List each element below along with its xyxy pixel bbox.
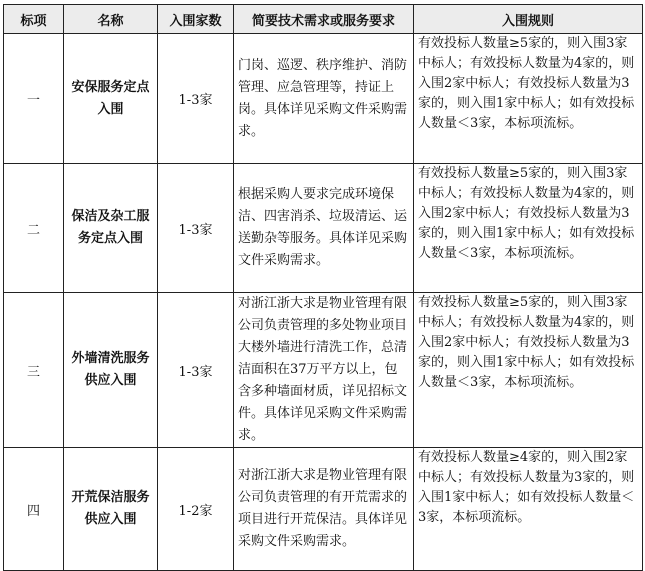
- item-count: 1-3家: [158, 293, 234, 448]
- bid-items-table: [3, 4, 643, 571]
- item-rules: 有效投标人数量≥5家的，则入围3家中标人；有效投标人数量为4家的，则入围2家中标人；有效投标人数量为3家的，则入围1家中标人；如有效投标人数量＜3家，本标项流标。: [414, 164, 643, 293]
- table-row: [4, 293, 643, 448]
- item-name: 外墙清洗服务供应入围: [64, 293, 158, 448]
- item-requirements: 对浙江浙大求是物业管理有限公司负责管理的有开荒需求的项目进行开荒保洁。具体详见采购文件采购需求。: [234, 448, 414, 571]
- header-name: 名称: [64, 5, 158, 34]
- item-rules: 有效投标人数量≥4家的，则入围2家中标人；有效投标人数量为3家的，则入围1家中标人；如有效投标人数量＜3家，本标项流标。: [414, 448, 643, 571]
- item-rules: 有效投标人数量≥5家的，则入围3家中标人；有效投标人数量为4家的，则入围2家中标人；有效投标人数量为3家的，则入围1家中标人；如有效投标人数量＜3家，本标项流标。: [414, 34, 643, 164]
- header-count: 入围家数: [158, 5, 234, 34]
- item-name: 安保服务定点入围: [64, 34, 158, 164]
- item-requirements: 根据采购人要求完成环境保洁、四害消杀、垃圾清运、运送勤杂等服务。具体详见采购文件采购需求。: [234, 164, 414, 293]
- item-number: 一: [4, 34, 64, 164]
- item-number: 三: [4, 293, 64, 448]
- item-requirements: 门岗、巡逻、秩序维护、消防管理、应急管理等，持证上岗。具体详见采购文件采购需求。: [234, 34, 414, 164]
- header-item: 标项: [4, 5, 64, 34]
- item-number: 二: [4, 164, 64, 293]
- table-row: [4, 34, 643, 164]
- header-row: [4, 5, 643, 34]
- item-name: 开荒保洁服务供应入围: [64, 448, 158, 571]
- item-count: 1-3家: [158, 164, 234, 293]
- table-row: [4, 164, 643, 293]
- item-count: 1-3家: [158, 34, 234, 164]
- item-requirements: 对浙江浙大求是物业管理有限公司负责管理的多处物业项目大楼外墙进行清洗工作，总清洁面积在37万平方以上，包含多种墙面材质，详见招标文件。具体详见采购文件采购需求。: [234, 293, 414, 448]
- item-name: 保洁及杂工服务定点入围: [64, 164, 158, 293]
- header-rules: 入围规则: [414, 5, 643, 34]
- header-requirements: 简要技术需求或服务要求: [234, 5, 414, 34]
- item-number: 四: [4, 448, 64, 571]
- table-row: [4, 448, 643, 571]
- item-rules: 有效投标人数量≥5家的，则入围3家中标人；有效投标人数量为4家的，则入围2家中标人；有效投标人数量为3家的，则入围1家中标人；如有效投标人数量＜3家，本标项流标。: [414, 293, 643, 448]
- item-count: 1-2家: [158, 448, 234, 571]
